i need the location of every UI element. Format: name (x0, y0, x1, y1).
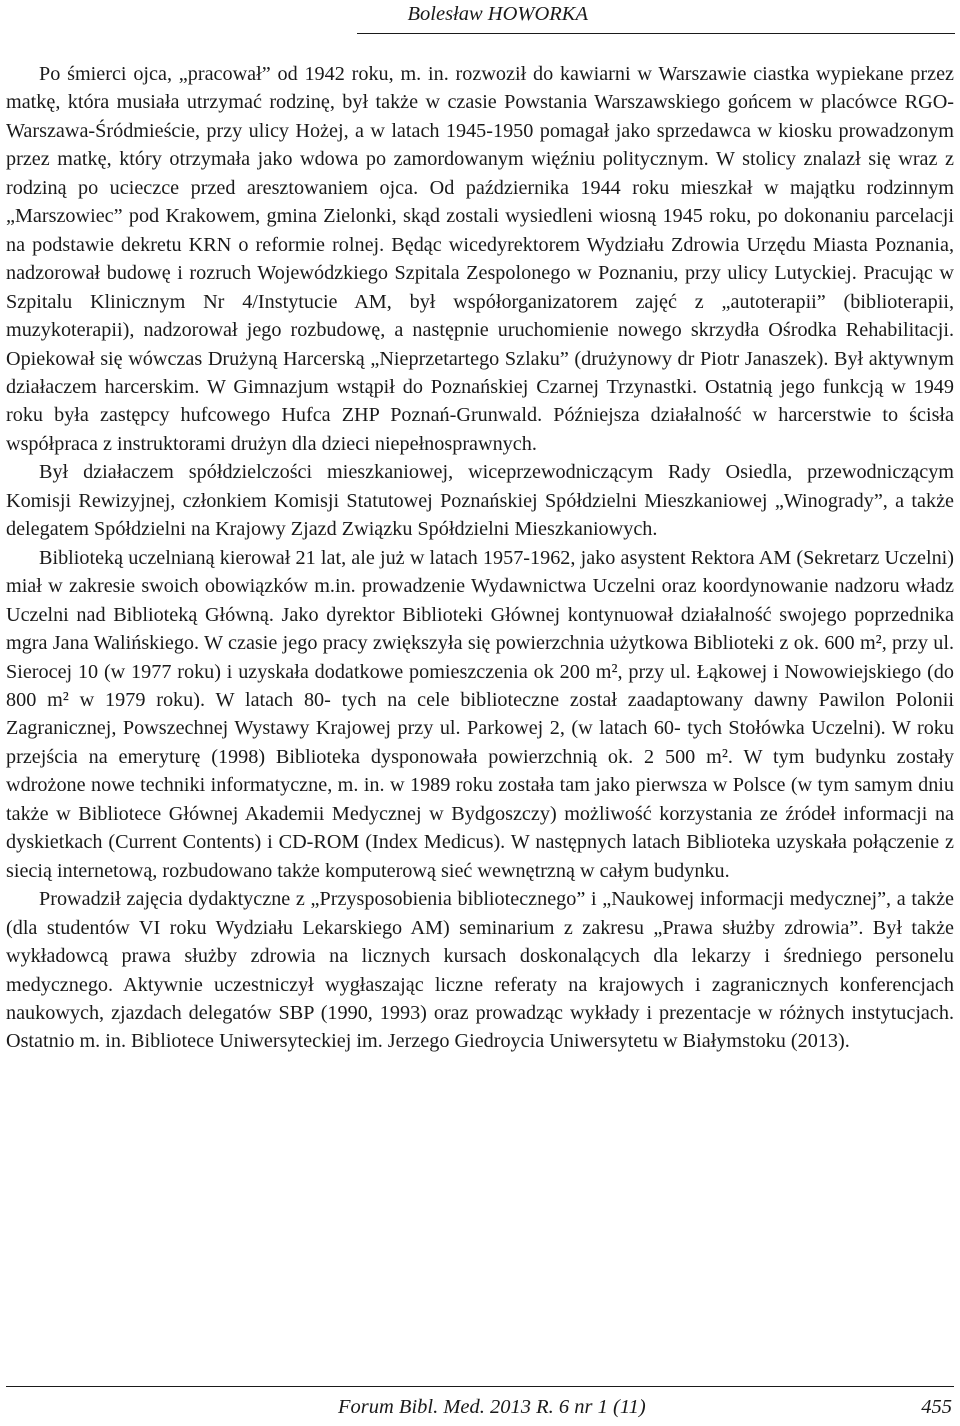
paragraph-teaching: Prowadził zajęcia dydaktyczne z „Przysposobienia bibliotecznego” i „Naukowej informacji medycznej”, a także (dla studentów VI roku Wydziału Lekarskiego AM) seminarium z zakresu „Prawa służby zdrowia”. Był także wykładowcą prawa służby zdrowia na licznych kursach doskonalących dla lekarzy i średniego personelu medycznego. Aktywnie uczestniczył wygłaszając liczne referaty na krajowych i zagranicznych konferencjach naukowych, zjazdach delegatów SBP (1990, 1993) oraz prowadząc wykłady i prezentacje w różnych instytucjach. Ostatnio m. in. Bibliotece Uniwersyteckiej im. Jerzego Giedroycia Uniwersytetu w Białymstoku (2013). (6, 888, 954, 1053)
header-rule (357, 33, 955, 34)
running-header (0, 0, 960, 48)
paragraph-biography: Po śmierci ojca, „pracował” od 1942 roku, m. in. rozwoził do kawiarni w Warszawie ciastka wypiekane przez matkę, która musiała utrzymać rodzinę, był także w czasie Powstania Warszawskiego gońcem w placówce RGO-Warszawa-Śródmieście, przy ulicy Hożej, a w latach 1945-1950 pomagał jako sprzedawca w kiosku prowadzonym przez matkę, który otrzymała jako wdowa po zamordowanym więźniu politycznym. W stolicy znalazł się wraz z rodziną po ucieczce przed aresztowaniem ojca. Od października 1944 roku mieszkał w majątku rodzinnym „Marszowiec” pod Krakowem, gmina Zielonki, skąd zostali wysiedleni wiosną 1945 roku, po dokonaniu parcelacji na podstawie dekretu KRN o reformie rolnej. Będąc wicedyrektorem Wydziału Zdrowia Urzędu Miasta Poznania, nadzorował budowę i rozruch Wojewódzkiego Szpitala Zespolonego w Poznaniu, przy ulicy Lutyckiej. Pracując w Szpitalu Klinicznym Nr 4/Instytucie AM, był współorganizatorem zajęć z „autoterapii” (biblioterapii, muzykoterapii), nadzorował jego rozbudowę, a następnie uruchomienie nowego skrzydła Ośrodka Rehabilitacji. Opiekował się wówczas Drużyną Harcerską „Nieprzetartego Szlaku” (drużynowy dr Piotr Janaszek). Był aktywnym działaczem harcerskim. W Gimnazjum wstąpił do Poznańskiej Czarnej Trzynastki. Ostatnią jego funkcją w 1949 roku była zastępcy hufcowego Hufca ZHP Poznań-Grunwald. Późniejsza działalność w harcerstwie to ścisła współpraca z instruktorami drużyn dla dzieci niepełnosprawnych. (6, 63, 954, 455)
footer-journal: Forum Bibl. Med. 2013 R. 6 nr 1 (11) (338, 1396, 646, 1418)
header-author: Bolesław HOWORKA (407, 3, 588, 25)
paragraph-library: Biblioteką uczelnianą kierował 21 lat, ale już w latach 1957-1962, jako asystent Rektora AM (Sekretarz Uczelni) miał w zakresie swoich obowiązków m.in. prowadzenie Wydawnictwa Uczelni oraz koordynowanie nadzoru władz Uczelni nad Biblioteką Główną. Jako dyrektor Biblioteki Głównej kontynuował działalność swojego poprzednika mgra Jana Walińskiego. W czasie jego pracy zwiększyła się powierzchnia użytkowa Biblioteki z ok. 600 m², przy ul. Sierocej 10 (w 1977 roku) i uzyskała dodatkowe pomieszczenia ok 200 m², przy ul. Łąkowej i Nowowiejskiego (do 800 m² w 1979 roku). W latach 80- tych na cele biblioteczne został zaadaptowany dawny Pawilon Polonii Zagranicznej, Powszechnej Wystawy Krajowej przy ul. Parkowej 2, (w latach 60- tych Stołówka Uczelni). W roku przejścia na emeryturę (1998) Biblioteka dysponowała powierzchnią ok. 2 500 m². W tym budynku zostały wdrożone nowe techniki informatyczne, m. in. w 1989 roku została tam jako pierwsza w Polsce (w tym samym dniu także w Bibliotece Głównej Akademii Medycznej w Bydgoszczy) możliwość korzystania ze źródeł informacji na dyskietkach (Current Contents) i CD-ROM (Index Medicus). W następnych latach Biblioteka uzyskała połączenie z siecią internetową, rozbudowano także komputerową sieć wewnętrzną w całym budynku. (6, 546, 954, 882)
footer-rule (6, 1386, 954, 1387)
paragraph-cooperative: Był działaczem spółdzielczości mieszkaniowej, wiceprzewodniczącym Rady Osiedla, przewodniczącym Komisji Rewizyjnej, członkiem Komisji Statutowej Poznańskiej Spółdzielni Mieszkaniowej „Winogrady”, a także delegatem Spółdzielni na Krajowy Zjazd Związku Spółdzielni Mieszkaniowych. (6, 461, 954, 541)
page-number: 455 (921, 1396, 952, 1418)
running-footer (0, 1380, 960, 1426)
article-body (6, 60, 954, 1056)
